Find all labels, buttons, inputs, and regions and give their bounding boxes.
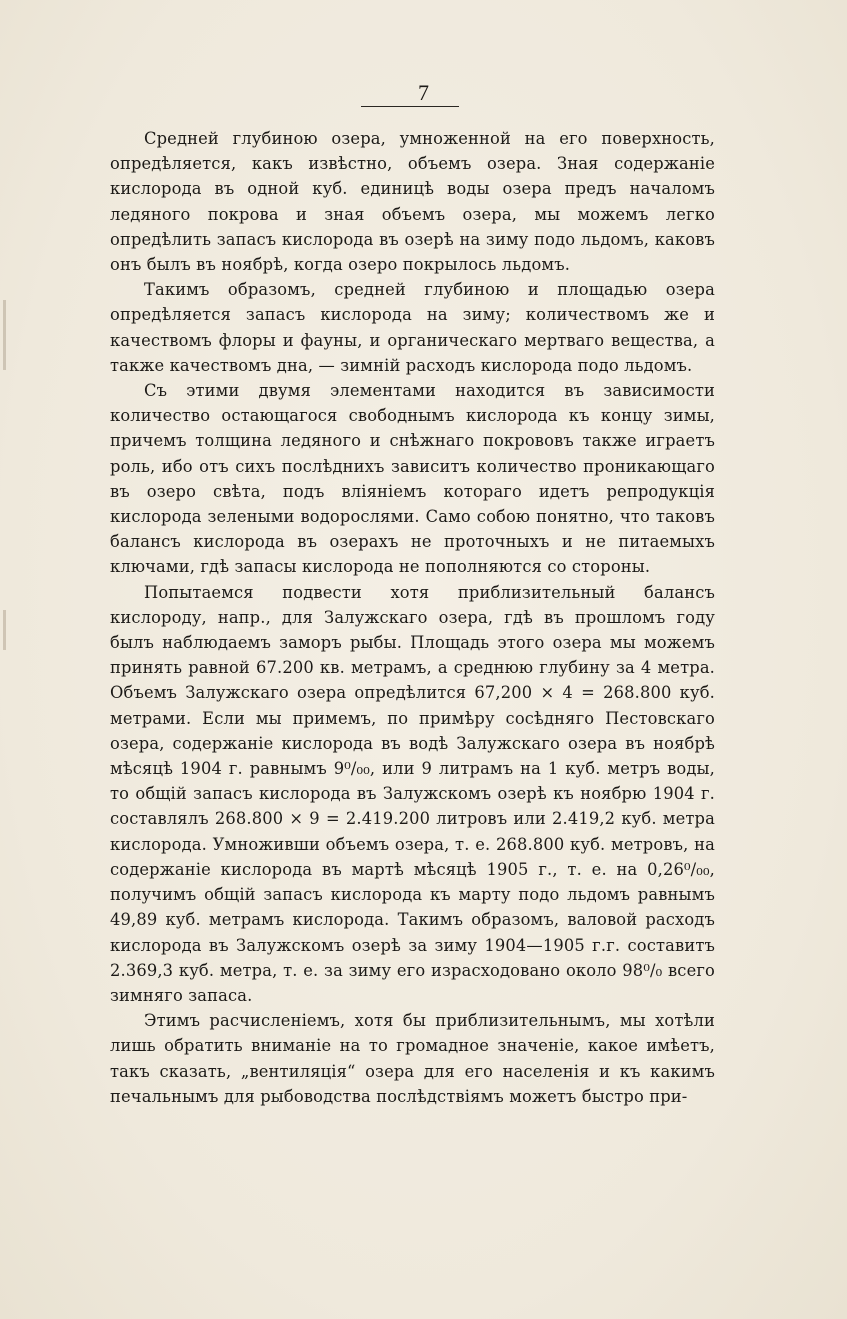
paragraph: Съ этими двумя элементами находится въ зависимости количество остающагося свободнымъ кислорода къ концу зимы, причемъ толщина ледяного и снѣжнаго покрововъ также играетъ роль, ибо отъ сихъ послѣднихъ зависитъ количество проникающаго въ озеро свѣта, подъ влiянiемъ котораго идетъ репродукцiя кислорода зелеными водорослями. Само собою понятно, что таковъ балансъ кислорода въ озерахъ не проточныхъ и не питаемыхъ ключами, гдѣ запасы кислорода не пополняются со стороны.: [110, 381, 715, 577]
paragraph: Такимъ образомъ, средней глубиною и площадью озера опредѣляется запасъ кислорода на зиму; количествомъ же и качествомъ флоры и фауны, и органическаго мертваго вещества, а также качествомъ дна, — зимнiй расходъ кислорода подо льдомъ.: [110, 280, 715, 375]
text-body: [110, 126, 715, 1109]
page-number: 7: [418, 80, 429, 105]
paragraph: Попытаемся подвести хотя приблизительный балансъ кислороду, напр., для Залужскаго озера, гдѣ въ прошломъ году былъ наблюдаемъ заморъ рыбы. Площадь этого озера мы можемъ принять равной 67.200 кв. метрамъ, а среднюю глубину за 4 метра. Объемъ Залужскаго озера опредѣлится 67,200 × 4 = 268.800 куб. метрами. Если мы примемъ, по примѣру сосѣдняго Пестовскаго озера, содержанiе кислорода въ водѣ Залужскаго озера въ ноябрѣ мѣсяцѣ 1904 г. равнымъ 9⁰/₀₀, или 9 литрамъ на 1 куб. метръ воды, то общiй запасъ кислорода въ Залужскомъ озерѣ къ ноябрю 1904 г. составлялъ 268.800 × 9 = 2.419.200 литровъ или 2.419,2 куб. метра кислорода. Умноживши объемъ озера, т. е. 268.800 куб. метровъ, на содержанiе кислорода въ мартѣ мѣсяцѣ 1905 г., т. е. на 0,26⁰/₀₀, получимъ общiй запасъ кислорода къ марту подо льдомъ равнымъ 49,89 куб. метрамъ кислорода. Такимъ образомъ, валовой расходъ кислорода въ Залужскомъ озерѣ за зиму 1904—1905 г.г. составитъ 2.369,3 куб. метра, т. е. за зиму его израсходовано около 98⁰/₀ всего зимняго запаса.: [110, 582, 715, 1005]
paragraph: Этимъ расчисленiемъ, хотя бы приблизительнымъ, мы хотѣли лишь обратить вниманiе на то громадное значенiе, какое имѣетъ, такъ сказать, „вентиляцiя“ озера для его населенiя и къ какимъ печальнымъ для рыбоводства послѣдствiямъ можетъ быстро при-: [110, 1011, 715, 1106]
page-number-rule: [361, 106, 459, 107]
page-edge-mark: [3, 610, 6, 650]
paragraph: Средней глубиною озера, умноженной на его поверхность, опредѣляется, какъ извѣстно, объемъ озера. Зная содержанiе кислорода въ одной куб. единицѣ воды озера предъ началомъ ледяного покрова и зная объемъ озера, мы можемъ легко опредѣлить запасъ кислорода въ озерѣ на зиму подо льдомъ, каковъ онъ былъ въ ноябрѣ, когда озеро покрылось льдомъ.: [110, 129, 715, 275]
page-edge-mark: [3, 300, 6, 370]
